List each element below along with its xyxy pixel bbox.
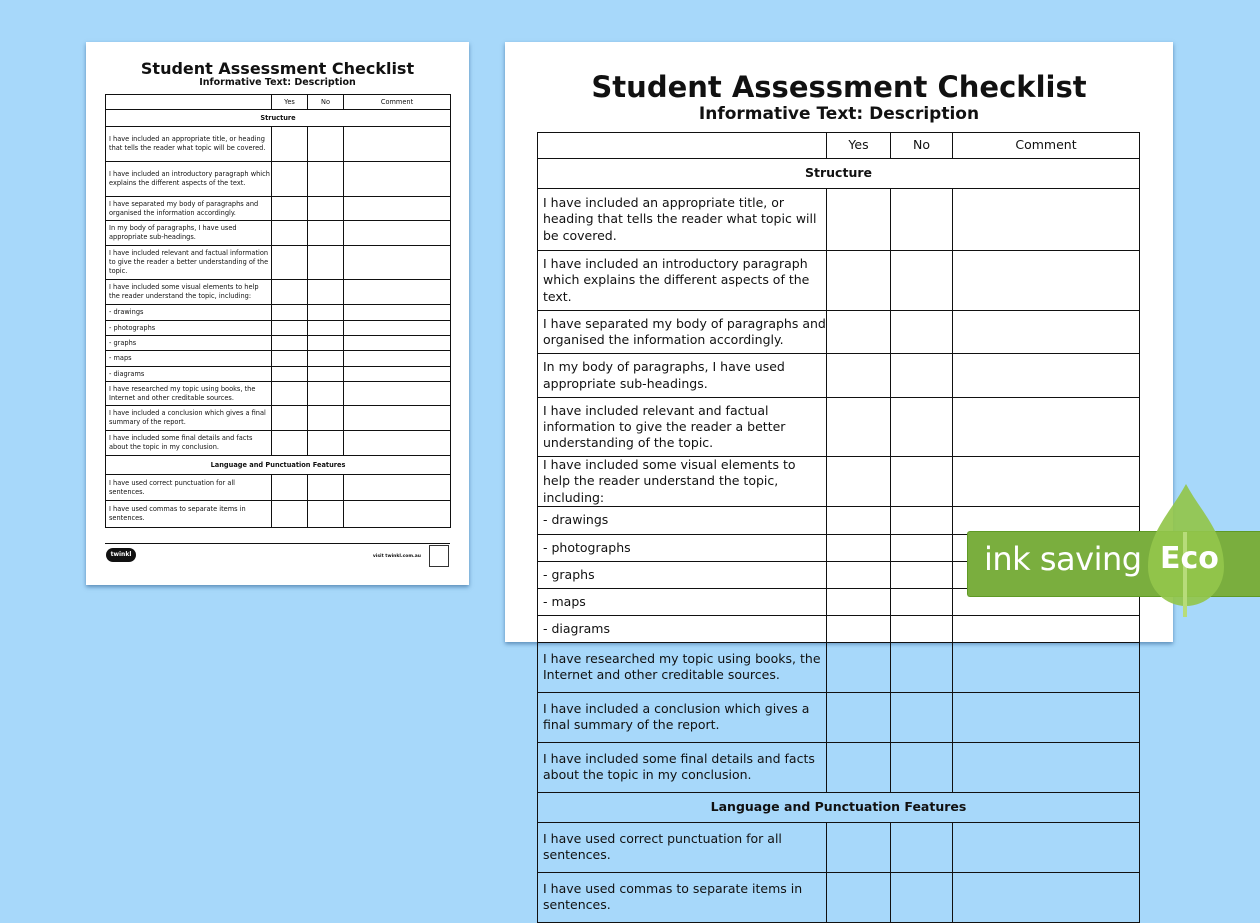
ink-saving-label: ink saving <box>984 540 1142 578</box>
no-cell <box>308 321 344 336</box>
criterion-text: I have used correct punctuation for all sentences. <box>106 475 272 501</box>
comment-cell <box>953 251 1140 311</box>
yes-cell <box>272 367 308 382</box>
comment-cell <box>953 354 1140 398</box>
section-header-row <box>538 159 1140 189</box>
criterion-text: I have included an appropriate title, or heading that tells the reader what topic will be covered. <box>538 189 827 251</box>
comment-cell <box>344 321 451 336</box>
yes-cell <box>827 872 891 922</box>
page-subtitle: Informative Text: Description <box>698 104 980 124</box>
no-cell <box>308 431 344 456</box>
comment-cell <box>344 280 451 305</box>
yes-cell <box>827 457 891 507</box>
no-cell <box>891 534 953 561</box>
yes-cell <box>272 321 308 336</box>
checklist-row <box>538 398 1140 457</box>
checklist-table <box>537 132 1140 923</box>
no-cell <box>308 305 344 321</box>
no-cell <box>891 872 953 922</box>
comment-cell <box>344 127 451 162</box>
yes-cell <box>827 742 891 792</box>
no-cell <box>891 561 953 588</box>
no-cell <box>891 457 953 507</box>
section-title: Structure <box>106 110 451 127</box>
no-cell <box>308 246 344 280</box>
checklist-row <box>106 280 451 305</box>
criterion-text: In my body of paragraphs, I have used appropriate sub-headings. <box>538 354 827 398</box>
criterion-text: - drawings <box>106 305 272 321</box>
column-header-yes: Yes <box>827 133 891 159</box>
comment-cell <box>344 336 451 351</box>
column-header-comment: Comment <box>344 95 451 110</box>
yes-cell <box>827 189 891 251</box>
no-cell <box>891 189 953 251</box>
checklist-row <box>106 246 451 280</box>
section-header-row <box>106 110 451 127</box>
yes-cell <box>272 351 308 367</box>
checklist-row <box>106 162 451 197</box>
yes-cell <box>272 162 308 197</box>
no-cell <box>308 351 344 367</box>
checklist-row <box>538 311 1140 354</box>
section-title: Language and Punctuation Features <box>538 792 1140 822</box>
checklist-row <box>538 822 1140 872</box>
comment-cell <box>953 872 1140 922</box>
comment-cell <box>344 246 451 280</box>
criterion-text: I have included some visual elements to help the reader understand the topic, including: <box>538 457 827 507</box>
checklist-row <box>538 692 1140 742</box>
no-cell <box>308 197 344 221</box>
criterion-text: I have included a conclusion which gives a final summary of the report. <box>538 692 827 742</box>
no-cell <box>308 162 344 197</box>
no-cell <box>308 127 344 162</box>
yes-cell <box>272 127 308 162</box>
no-cell <box>891 398 953 457</box>
criterion-text: I have included an appropriate title, or heading that tells the reader what topic will be covered. <box>106 127 272 162</box>
column-header-yes: Yes <box>272 95 308 110</box>
section-header-row <box>538 792 1140 822</box>
checklist-row <box>106 336 451 351</box>
no-cell <box>308 382 344 406</box>
comment-cell <box>953 457 1140 507</box>
yes-cell <box>272 305 308 321</box>
no-cell <box>891 506 953 534</box>
no-cell <box>891 354 953 398</box>
yes-cell <box>827 354 891 398</box>
no-cell <box>891 642 953 692</box>
column-header-criteria <box>538 133 827 159</box>
criterion-text: I have used commas to separate items in sentences. <box>106 501 272 528</box>
quality-badge-icon <box>429 545 449 567</box>
checklist-row <box>106 221 451 246</box>
no-cell <box>308 501 344 528</box>
criterion-text: - photographs <box>538 534 827 561</box>
comment-cell <box>953 398 1140 457</box>
criterion-text: - graphs <box>538 561 827 588</box>
comment-cell <box>953 615 1140 642</box>
no-cell <box>308 367 344 382</box>
column-header-criteria <box>106 95 272 110</box>
yes-cell <box>272 336 308 351</box>
no-cell <box>891 742 953 792</box>
yes-cell <box>827 561 891 588</box>
twinkl-logo: twinkl <box>106 548 136 562</box>
no-cell <box>891 311 953 354</box>
criterion-text: I have researched my topic using books, the Internet and other creditable sources. <box>106 382 272 406</box>
criterion-text: - maps <box>538 588 827 615</box>
comment-cell <box>344 431 451 456</box>
no-cell <box>308 221 344 246</box>
comment-cell <box>344 197 451 221</box>
yes-cell <box>827 822 891 872</box>
no-cell <box>308 280 344 305</box>
criterion-text: I have used correct punctuation for all sentences. <box>538 822 827 872</box>
checklist-row <box>538 615 1140 642</box>
criterion-text: - drawings <box>538 506 827 534</box>
yes-cell <box>272 501 308 528</box>
yes-cell <box>272 246 308 280</box>
table-header-row <box>538 133 1140 159</box>
page-subtitle: Informative Text: Description <box>199 77 356 88</box>
footer-divider <box>105 543 450 544</box>
comment-cell <box>344 351 451 367</box>
section-title: Structure <box>538 159 1140 189</box>
yes-cell <box>272 431 308 456</box>
checklist-table <box>105 94 451 528</box>
criterion-text: I have included a conclusion which gives a final summary of the report. <box>106 406 272 431</box>
no-cell <box>891 692 953 742</box>
comment-cell <box>344 305 451 321</box>
criterion-text: - diagrams <box>106 367 272 382</box>
criterion-text: I have separated my body of paragraphs and organised the information accordingly. <box>538 311 827 354</box>
checklist-row <box>106 501 451 528</box>
checklist-row <box>538 457 1140 507</box>
criterion-text: I have separated my body of paragraphs and organised the information accordingly. <box>106 197 272 221</box>
checklist-row <box>106 197 451 221</box>
checklist-row <box>538 642 1140 692</box>
checklist-row <box>538 872 1140 922</box>
comment-cell <box>953 311 1140 354</box>
criterion-text: I have used commas to separate items in sentences. <box>538 872 827 922</box>
checklist-row <box>106 475 451 501</box>
criterion-text: I have included some final details and facts about the topic in my conclusion. <box>538 742 827 792</box>
criterion-text: - graphs <box>106 336 272 351</box>
section-title: Language and Punctuation Features <box>106 456 451 475</box>
criterion-text: I have included an introductory paragraph which explains the different aspects of the text. <box>106 162 272 197</box>
checklist-row <box>106 351 451 367</box>
comment-cell <box>344 367 451 382</box>
column-header-no: No <box>308 95 344 110</box>
comment-cell <box>953 189 1140 251</box>
criterion-text: I have researched my topic using books, the Internet and other creditable sources. <box>538 642 827 692</box>
checklist-row <box>106 382 451 406</box>
criterion-text: - diagrams <box>538 615 827 642</box>
column-header-no: No <box>891 133 953 159</box>
table-header-row <box>106 95 451 110</box>
comment-cell <box>344 221 451 246</box>
checklist-row <box>538 189 1140 251</box>
checklist-row <box>106 127 451 162</box>
no-cell <box>891 822 953 872</box>
criterion-text: - photographs <box>106 321 272 336</box>
criterion-text: I have included some visual elements to help the reader understand the topic, including: <box>106 280 272 305</box>
yes-cell <box>827 588 891 615</box>
checklist-row <box>538 742 1140 792</box>
comment-cell <box>953 642 1140 692</box>
checklist-row <box>538 354 1140 398</box>
comment-cell <box>344 406 451 431</box>
yes-cell <box>827 692 891 742</box>
column-header-comment: Comment <box>953 133 1140 159</box>
criterion-text: I have included some final details and facts about the topic in my conclusion. <box>106 431 272 456</box>
no-cell <box>891 588 953 615</box>
yes-cell <box>827 506 891 534</box>
checklist-row <box>106 431 451 456</box>
no-cell <box>891 251 953 311</box>
criterion-text: I have included relevant and factual information to give the reader a better understanding of the topic. <box>538 398 827 457</box>
page-title: Student Assessment Checklist <box>140 59 415 78</box>
yes-cell <box>272 406 308 431</box>
yes-cell <box>827 311 891 354</box>
yes-cell <box>827 251 891 311</box>
yes-cell <box>272 221 308 246</box>
yes-cell <box>272 280 308 305</box>
criterion-text: I have included an introductory paragraph which explains the different aspects of the text. <box>538 251 827 311</box>
page-title: Student Assessment Checklist <box>591 70 1087 104</box>
checklist-row <box>106 321 451 336</box>
worksheet-preview-small <box>86 42 469 585</box>
yes-cell <box>827 398 891 457</box>
checklist-row <box>538 251 1140 311</box>
yes-cell <box>827 642 891 692</box>
checklist-row <box>106 406 451 431</box>
comment-cell <box>344 382 451 406</box>
criterion-text: In my body of paragraphs, I have used appropriate sub-headings. <box>106 221 272 246</box>
footer-url: visit twinkl.com.au <box>372 554 421 559</box>
checklist-row <box>106 367 451 382</box>
comment-cell <box>953 742 1140 792</box>
no-cell <box>308 336 344 351</box>
yes-cell <box>827 615 891 642</box>
no-cell <box>308 475 344 501</box>
criterion-text: I have included relevant and factual information to give the reader a better understanding of the topic. <box>106 246 272 280</box>
criterion-text: - maps <box>106 351 272 367</box>
no-cell <box>308 406 344 431</box>
yes-cell <box>272 475 308 501</box>
yes-cell <box>272 382 308 406</box>
comment-cell <box>344 501 451 528</box>
section-header-row <box>106 456 451 475</box>
comment-cell <box>344 475 451 501</box>
eco-label: Eco <box>1160 541 1219 576</box>
checklist-row <box>106 305 451 321</box>
comment-cell <box>953 822 1140 872</box>
no-cell <box>891 615 953 642</box>
yes-cell <box>827 534 891 561</box>
comment-cell <box>953 692 1140 742</box>
yes-cell <box>272 197 308 221</box>
comment-cell <box>344 162 451 197</box>
